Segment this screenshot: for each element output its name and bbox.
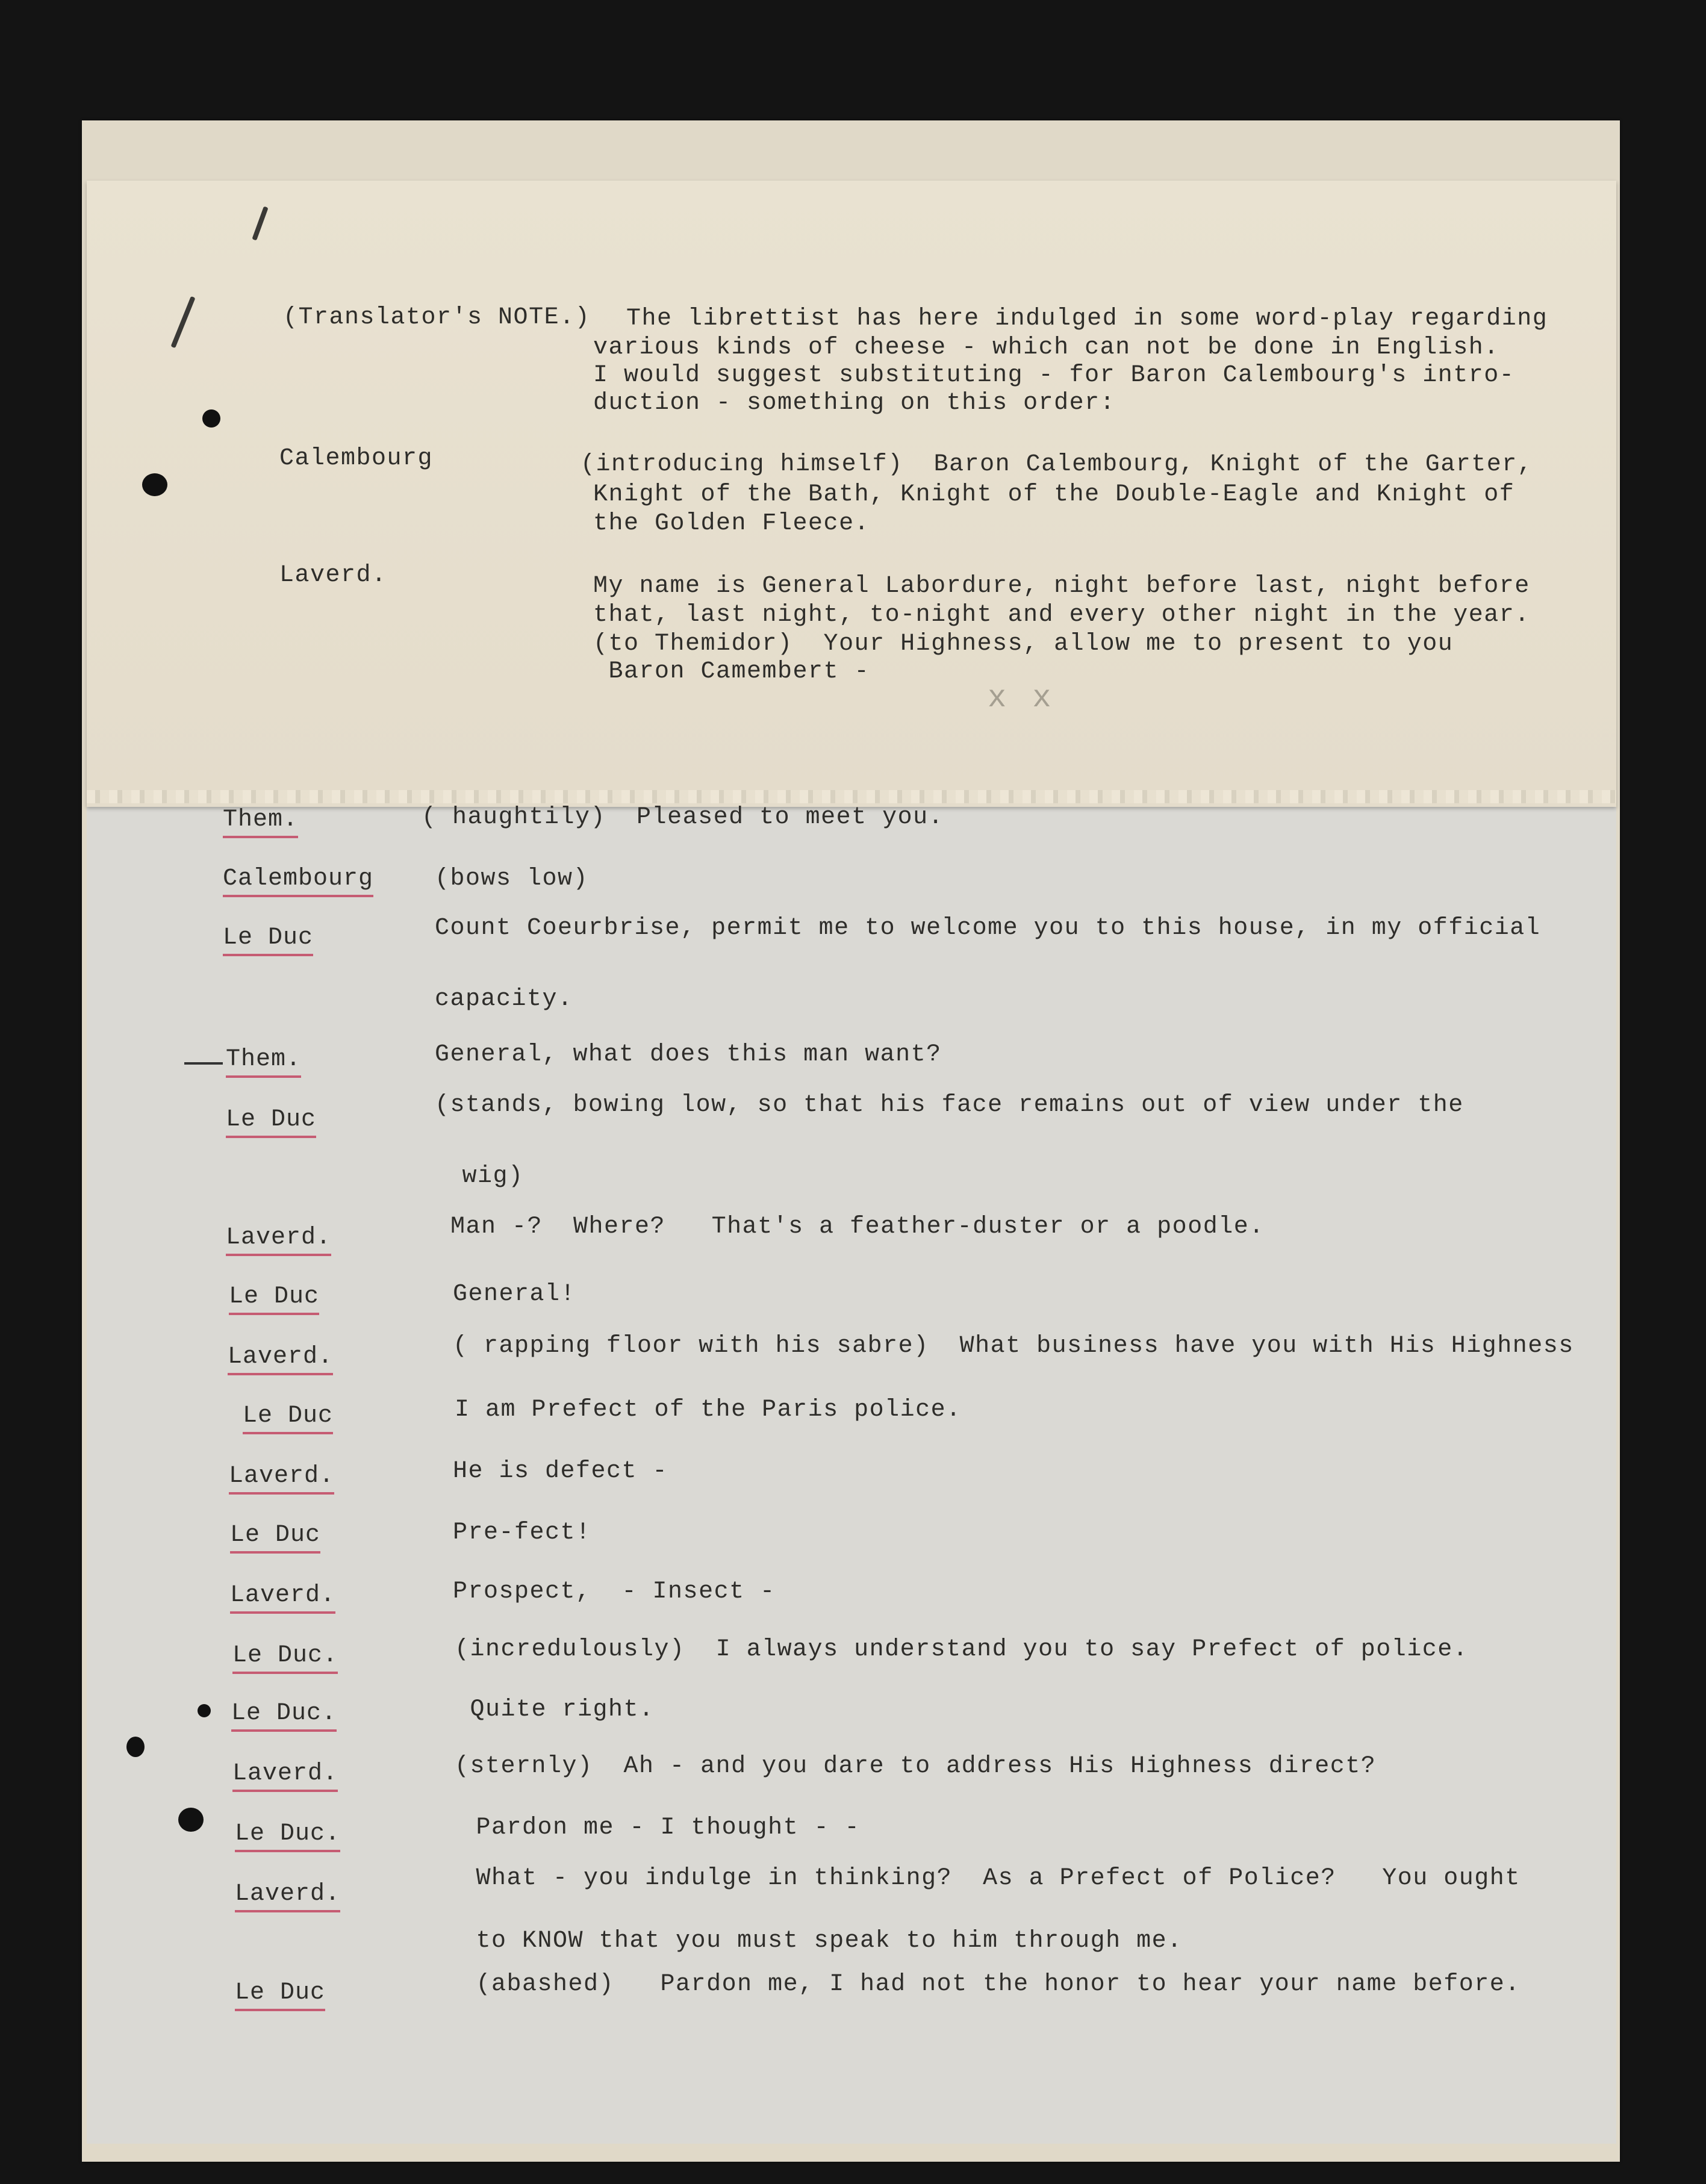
note-label: (Translator's NOTE.) — [283, 304, 591, 331]
speech-line: to KNOW that you must speak to him through me. — [461, 1927, 1183, 1955]
speech-line: (abashed) Pardon me, I had not the honor to hear your name before. — [461, 1971, 1521, 1998]
speech-line: General! — [453, 1281, 576, 1308]
speech-line: (sternly) Ah - and you dare to address His Highness direct? — [455, 1753, 1377, 1780]
speech-line: (incredulously) I always understand you to say Prefect of police. — [455, 1636, 1469, 1663]
speech-line: the Golden Fleece. — [593, 510, 870, 537]
speech-line: (stands, bowing low, so that his face remains out of view under the — [435, 1092, 1464, 1119]
speech-line: Baron Camembert - — [593, 658, 870, 685]
binding-hole — [198, 1704, 211, 1717]
speaker-label: Le Duc. — [232, 1641, 338, 1674]
speaker-label: Them. — [226, 1045, 301, 1078]
speaker-label: Laverd. — [226, 1224, 331, 1256]
speaker-label: Laverd. — [279, 562, 387, 589]
speech-line: capacity. — [435, 986, 573, 1013]
speaker-label: Le Duc — [223, 924, 313, 956]
note-line: duction - something on this order: — [593, 390, 1116, 417]
speech-line: General, what does this man want? — [435, 1041, 942, 1068]
pencil-xx-mark: x x — [988, 680, 1055, 716]
binding-hole — [202, 409, 220, 428]
speech-line: (to Themidor) Your Highness, allow me to present to you — [593, 630, 1454, 658]
binding-hole — [178, 1808, 204, 1832]
speaker-label: Le Duc — [229, 1283, 319, 1315]
speaker-label: Calembourg — [279, 445, 434, 472]
speech-line: He is defect - — [453, 1458, 668, 1485]
speaker-label: Laverd. — [235, 1880, 340, 1912]
speaker-label: Le Duc. — [231, 1699, 337, 1732]
speech-line: Knight of the Bath, Knight of the Double-Eagle and Knight of — [593, 481, 1515, 508]
speech-line: ( rapping floor with his sabre) What business have you with His Highness — [453, 1333, 1574, 1360]
speaker-label: Laverd. — [230, 1581, 335, 1614]
speech-line: ( haughtily) Pleased to meet you. — [422, 804, 944, 831]
speaker-label: Calembourg — [223, 865, 373, 897]
speaker-label: Le Duc. — [235, 1820, 340, 1852]
speech-line: (bows low) — [435, 865, 589, 892]
speaker-label: Laverd. — [229, 1462, 334, 1495]
speech-line: Pre-fect! — [453, 1519, 591, 1546]
speech-line: Prospect, - Insect - — [453, 1578, 776, 1605]
speaker-label: Le Duc — [243, 1402, 333, 1434]
note-line: The librettist has here indulged in some word-play regarding — [626, 305, 1548, 332]
speaker-label: Laverd. — [228, 1343, 333, 1375]
speaker-label: Le Duc — [226, 1106, 316, 1138]
speaker-label: Le Duc — [230, 1521, 320, 1554]
binding-hole — [126, 1737, 145, 1757]
speaker-label: Laverd. — [232, 1759, 338, 1792]
note-line: I would suggest substituting - for Baron Calembourg's intro- — [593, 362, 1515, 389]
speech-line: Pardon me - I thought - - — [461, 1814, 861, 1841]
speech-line: Count Coeurbrise, permit me to welcome you to this house, in my official — [435, 915, 1541, 942]
speech-line: (introducing himself) Baron Calembourg, Knight of the Garter, — [581, 451, 1533, 478]
speech-line: wig) — [447, 1163, 524, 1190]
binding-hole — [142, 473, 167, 496]
speech-line: I am Prefect of the Paris police. — [455, 1396, 962, 1423]
speaker-label: Le Duc — [235, 1979, 325, 2011]
note-line: various kinds of cheese - which can not be done in English. — [593, 334, 1499, 361]
speaker-label: Them. — [223, 806, 298, 838]
speech-line: that, last night, to-night and every other night in the year. — [593, 602, 1530, 629]
speech-line: Quite right. — [455, 1696, 655, 1723]
torn-edge — [87, 790, 1616, 803]
speech-line: My name is General Labordure, night before last, night before — [593, 573, 1530, 600]
pencil-tick — [184, 1062, 223, 1065]
speech-line: What - you indulge in thinking? As a Prefect of Police? You ought — [461, 1865, 1521, 1892]
speech-line: Man -? Where? That's a feather-duster or a poodle. — [450, 1213, 1265, 1240]
